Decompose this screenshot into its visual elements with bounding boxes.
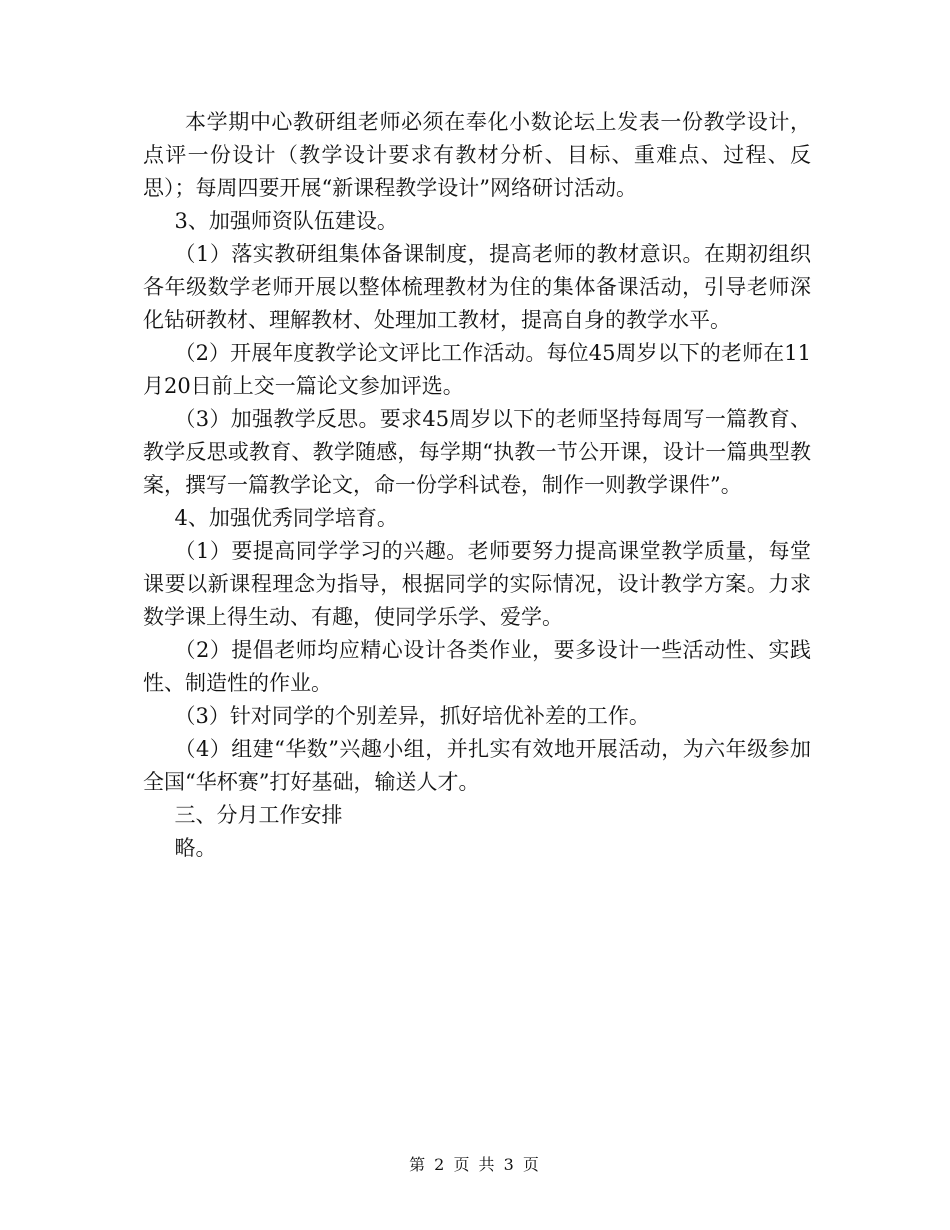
document-body [143,106,811,865]
paragraph-collective-lesson-prep: （1）落实教研组集体备课制度，提高老师的教材意识。在期初组织各年级数学老师开展以整体梳理教材为住的集体备课活动，引导老师深化钻研教材、理解教材、处理加工教材，提高自身的教学水平。 [143,242,811,332]
paragraph-omitted: 略。 [174,836,217,860]
paragraph-design-requirements: 本学期中心教研组老师必须在奉化小数论坛上发表一份教学设计，点评一份设计（教学设计要求有教材分析、目标、重难点、过程、反思）；每周四要开展“新课程教学设计”网络研讨活动。 [143,110,811,200]
page-number-footer: 第 2 页 共 3 页 [409,1155,541,1174]
paragraph-learning-interest: （1）要提高同学学习的兴趣。老师要努力提高课堂教学质量，每堂课要以新课程理念为指导，根据同学的实际情况，设计教学方案。力求数学课上得生动、有趣，使同学乐学、爱学。 [143,539,811,629]
heading-student-cultivation: 4、加强优秀同学培育。 [174,506,398,530]
paragraph-individual-differences: （3）针对同学的个别差异，抓好培优补差的工作。 [174,704,650,728]
paragraph-homework-design: （2）提倡老师均应精心设计各类作业，要多设计一些活动性、实践性、制造性的作业。 [143,638,811,695]
paragraph-teaching-reflection: （3）加强教学反思。要求45周岁以下的老师坚持每周写一篇教育、教学反思或教育、教学随感，每学期“执教一节公开课，设计一篇典型教案，撰写一篇教学论文，命一份学科试卷，制作一则教学课件”。 [143,407,811,497]
paragraph-interest-group: （4）组建“华数”兴趣小组，并扎实有效地开展活动，为六年级参加全国“华杯赛”打好基础，输送人才。 [143,737,811,794]
heading-teacher-team: 3、加强师资队伍建设。 [174,209,398,233]
paragraph-paper-competition: （2）开展年度教学论文评比工作活动。每位45周岁以下的老师在11月20日前上交一篇论文参加评选。 [143,341,811,398]
heading-monthly-schedule: 三、分月工作安排 [174,803,343,827]
